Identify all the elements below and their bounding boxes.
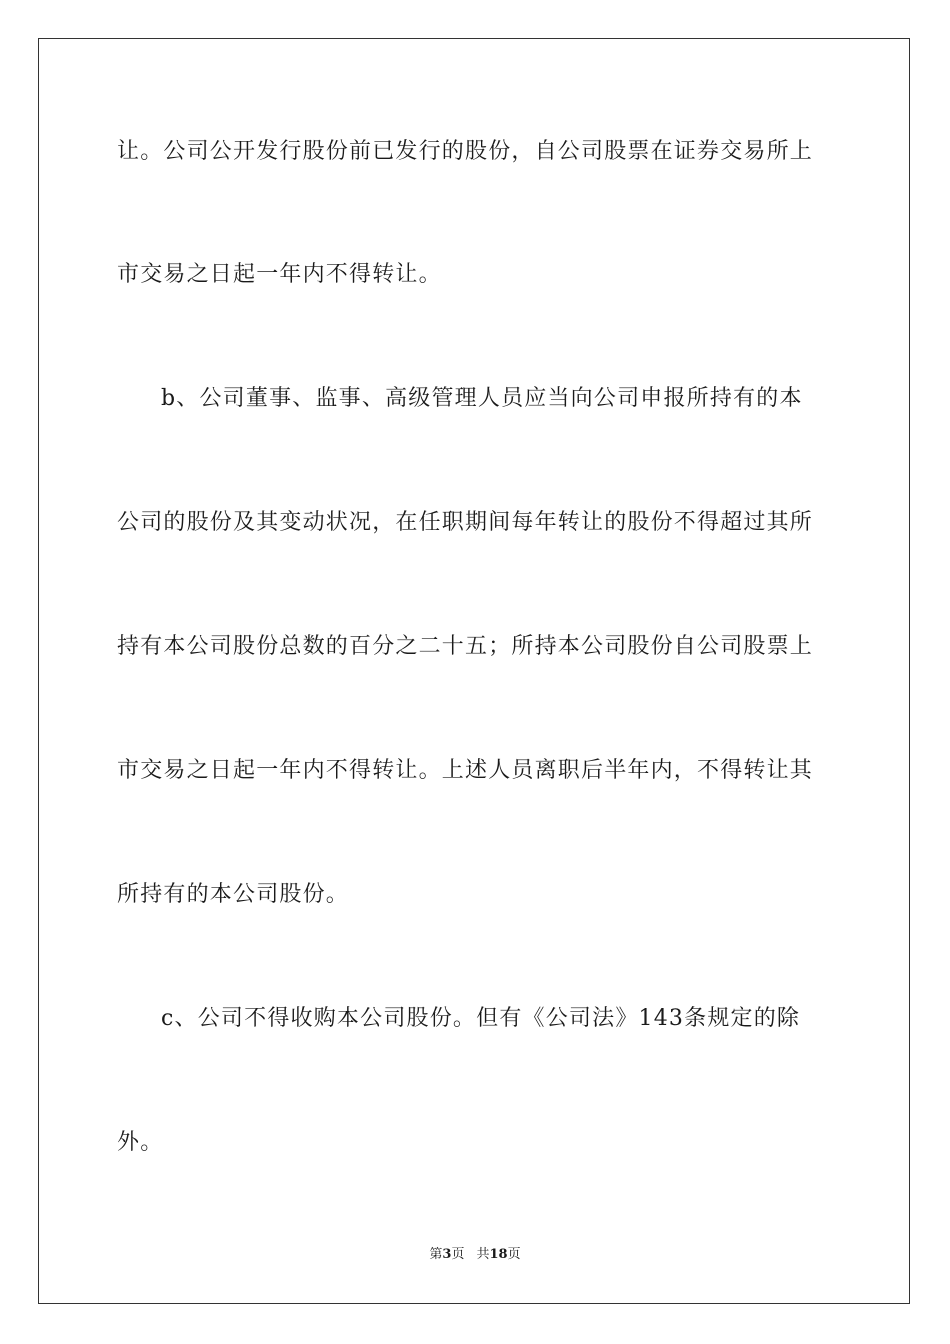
text-line-9: 外。 (117, 1130, 164, 1155)
text-line-2: 市交易之日起一年内不得转让。 (117, 262, 442, 287)
footer-total-prefix: 共 (476, 1247, 490, 1262)
text-line-4: 公司的股份及其变动状况，在任职期间每年转让的股份不得超过其所 (117, 510, 814, 535)
text-line-1: 让。公司公开发行股份前已发行的股份，自公司股票在证券交易所上 (117, 139, 814, 164)
footer-page-number: 3 (442, 1247, 452, 1262)
footer-total-suffix: 页 (507, 1247, 521, 1262)
text-line-6: 市交易之日起一年内不得转让。上述人员离职后半年内，不得转让其 (117, 758, 814, 783)
text-line-7: 所持有的本公司股份。 (117, 882, 350, 907)
footer-page-prefix: 第 (429, 1247, 443, 1262)
text-line-5: 持有本公司股份总数的百分之二十五；所持本公司股份自公司股票上 (117, 634, 814, 659)
text-line-3: b、公司董事、监事、高级管理人员应当向公司申报所持有的本 (161, 386, 803, 411)
page-border (38, 38, 910, 1304)
footer-total-pages: 18 (489, 1247, 508, 1262)
footer-page-suffix: 页 (451, 1247, 465, 1262)
text-line-8: c、公司不得收购本公司股份。但有《公司法》143条规定的除 (161, 1006, 801, 1031)
page-footer (0, 1246, 950, 1264)
